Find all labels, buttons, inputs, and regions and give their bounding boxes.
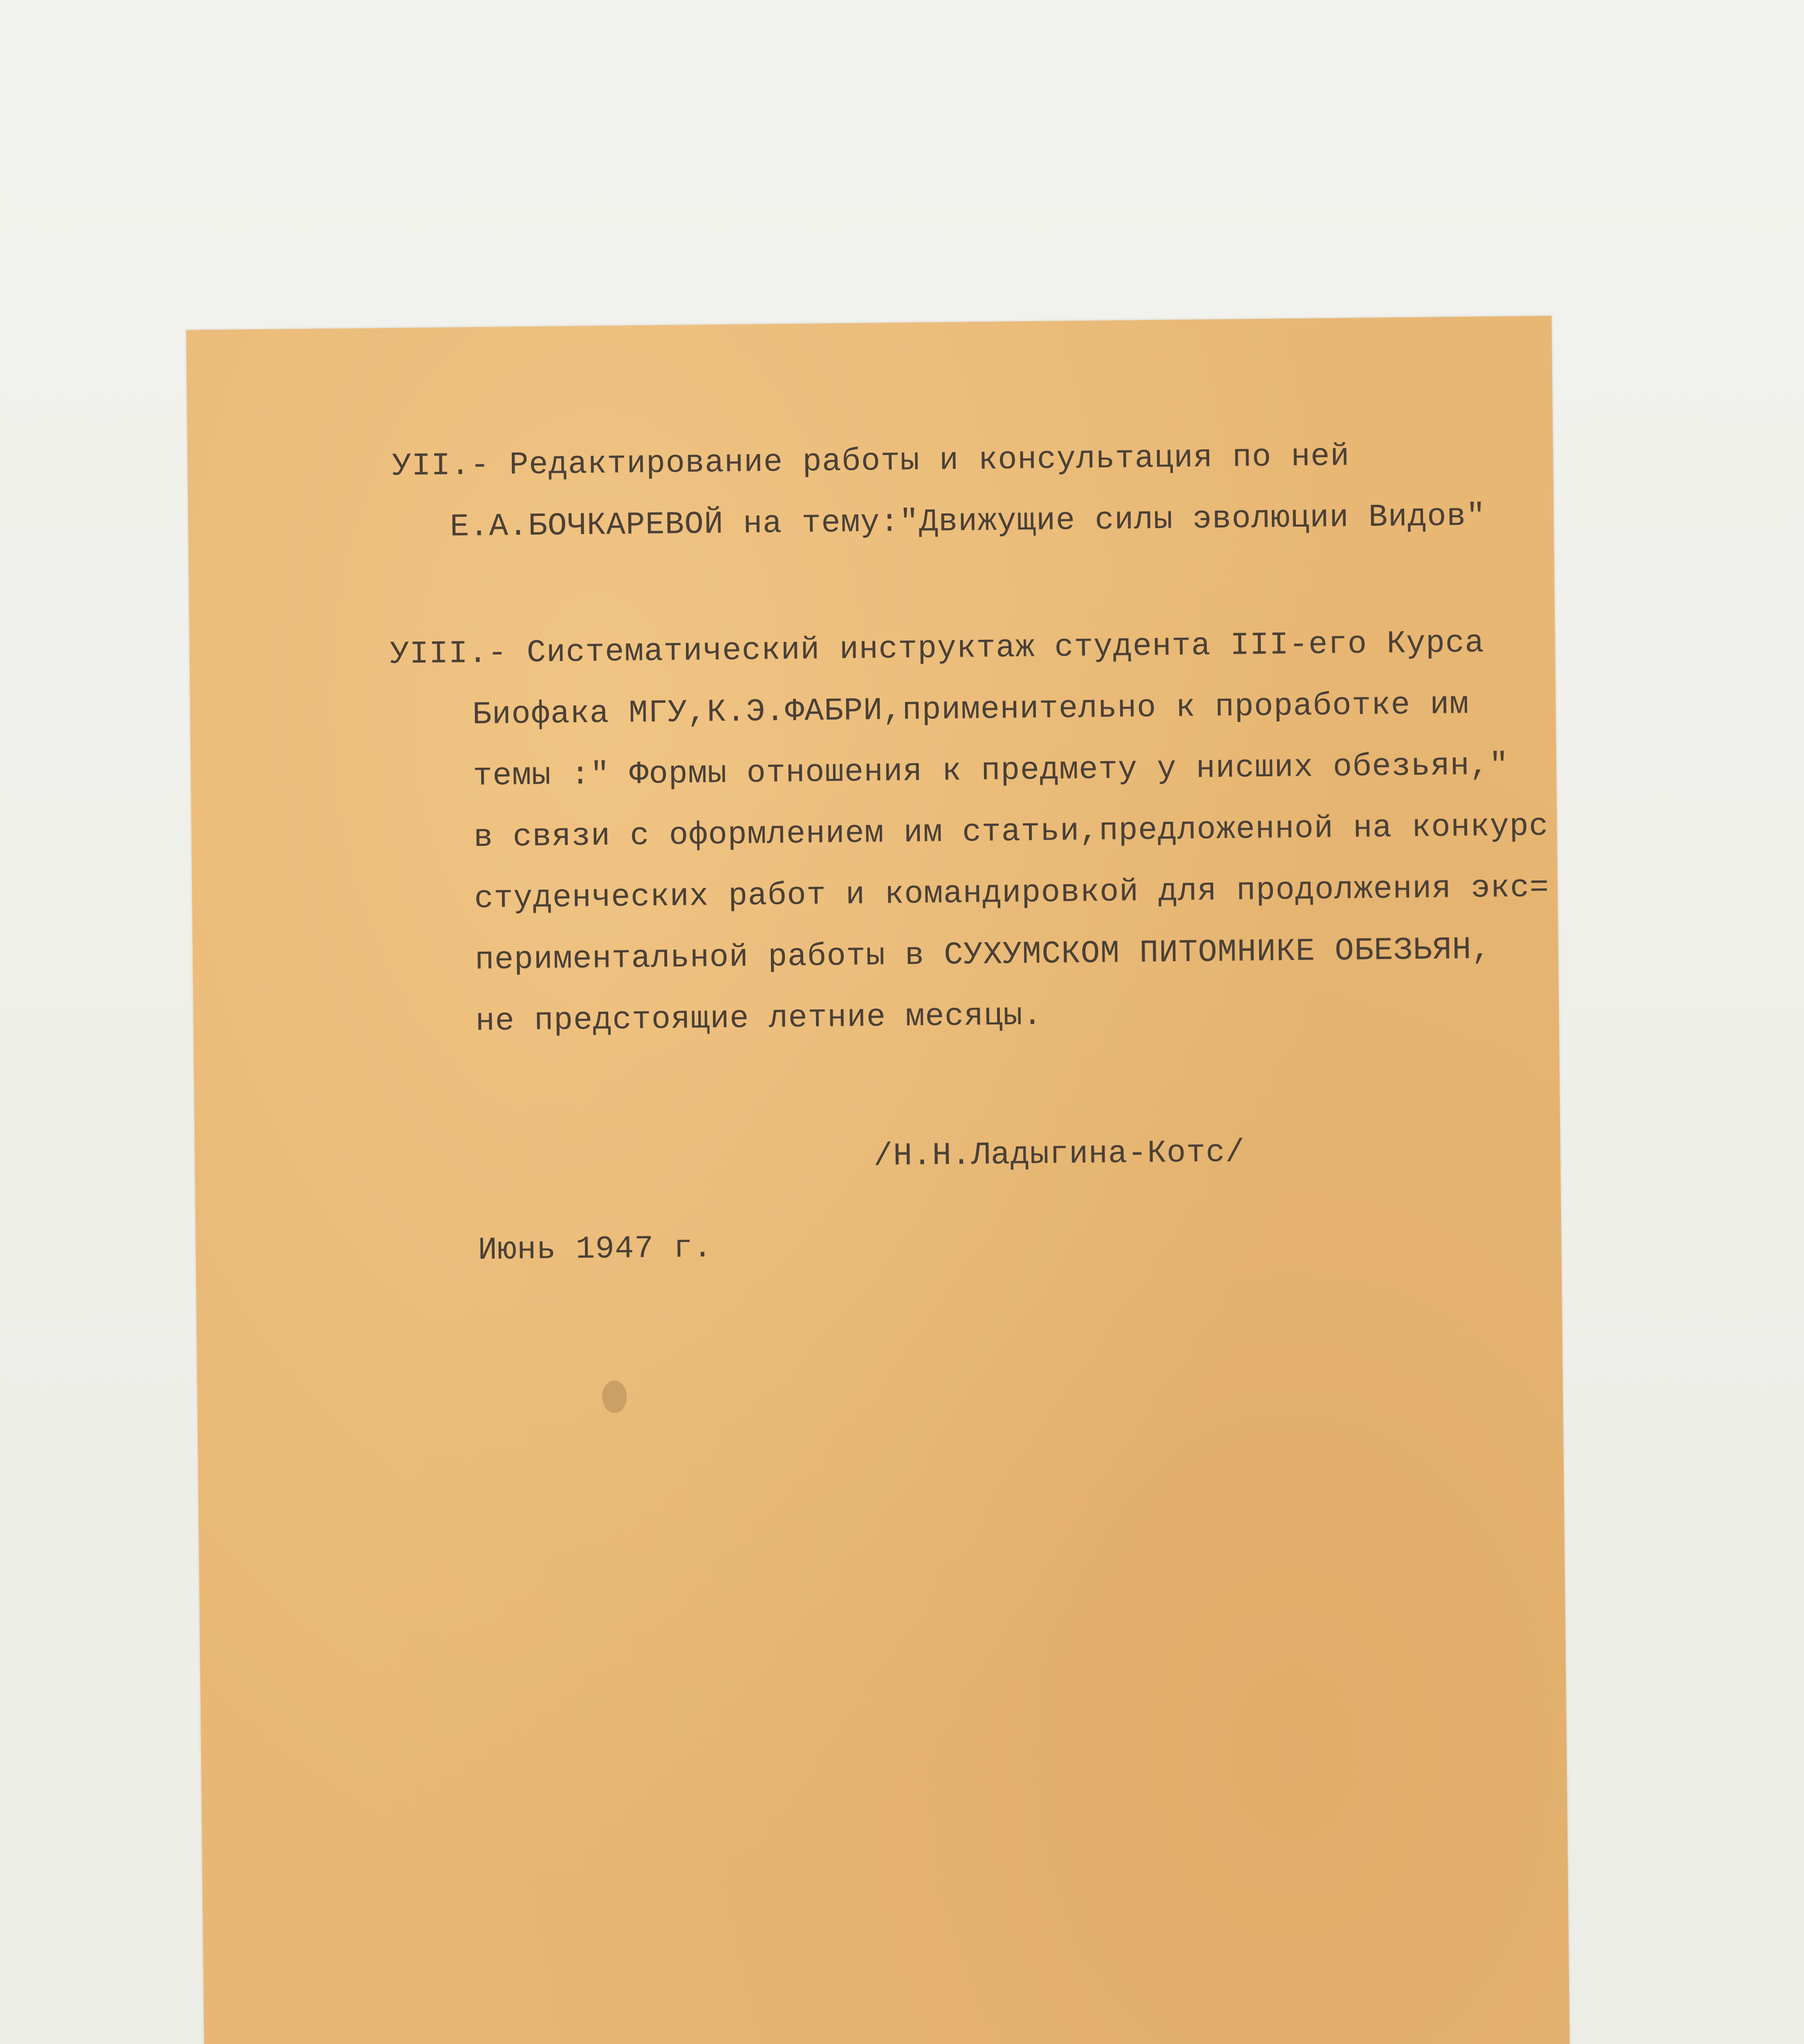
item-8-line-1: УIII.- Систематический инструктаж студента III-его Курса — [390, 625, 1485, 673]
item-8-line-2: Биофака МГУ,К.Э.ФАБРИ,применительно к проработке им — [472, 686, 1470, 733]
paper-stain — [602, 1380, 627, 1413]
item-8-line-7: не предстоящие летние месяцы. — [475, 997, 1043, 1040]
item-8-line-4: в связи с оформлением им статьи,предложенной на конкурс — [473, 808, 1549, 856]
paper-sheet — [186, 316, 1572, 2044]
item-7-line-1: УII.- Редактирование работы и консультация по ней — [392, 438, 1350, 485]
signature: /Н.Н.Ладыгина-Котс/ — [873, 1134, 1245, 1175]
item-8-line-6: периментальной работы в СУХУМСКОМ ПИТОМНИКЕ ОБЕЗЬЯН, — [475, 932, 1492, 979]
item-8-line-3: темы :" Формы отношения к предмету у нисших обезьян," — [473, 747, 1509, 795]
item-7-line-2: Е.А.БОЧКАРЕВОЙ на тему:"Движущие силы эволюции Видов" — [450, 498, 1486, 545]
item-8-line-5: студенческих работ и командировкой для продолжения экс= — [474, 870, 1549, 917]
document-date: Июнь 1947 г. — [477, 1230, 713, 1269]
